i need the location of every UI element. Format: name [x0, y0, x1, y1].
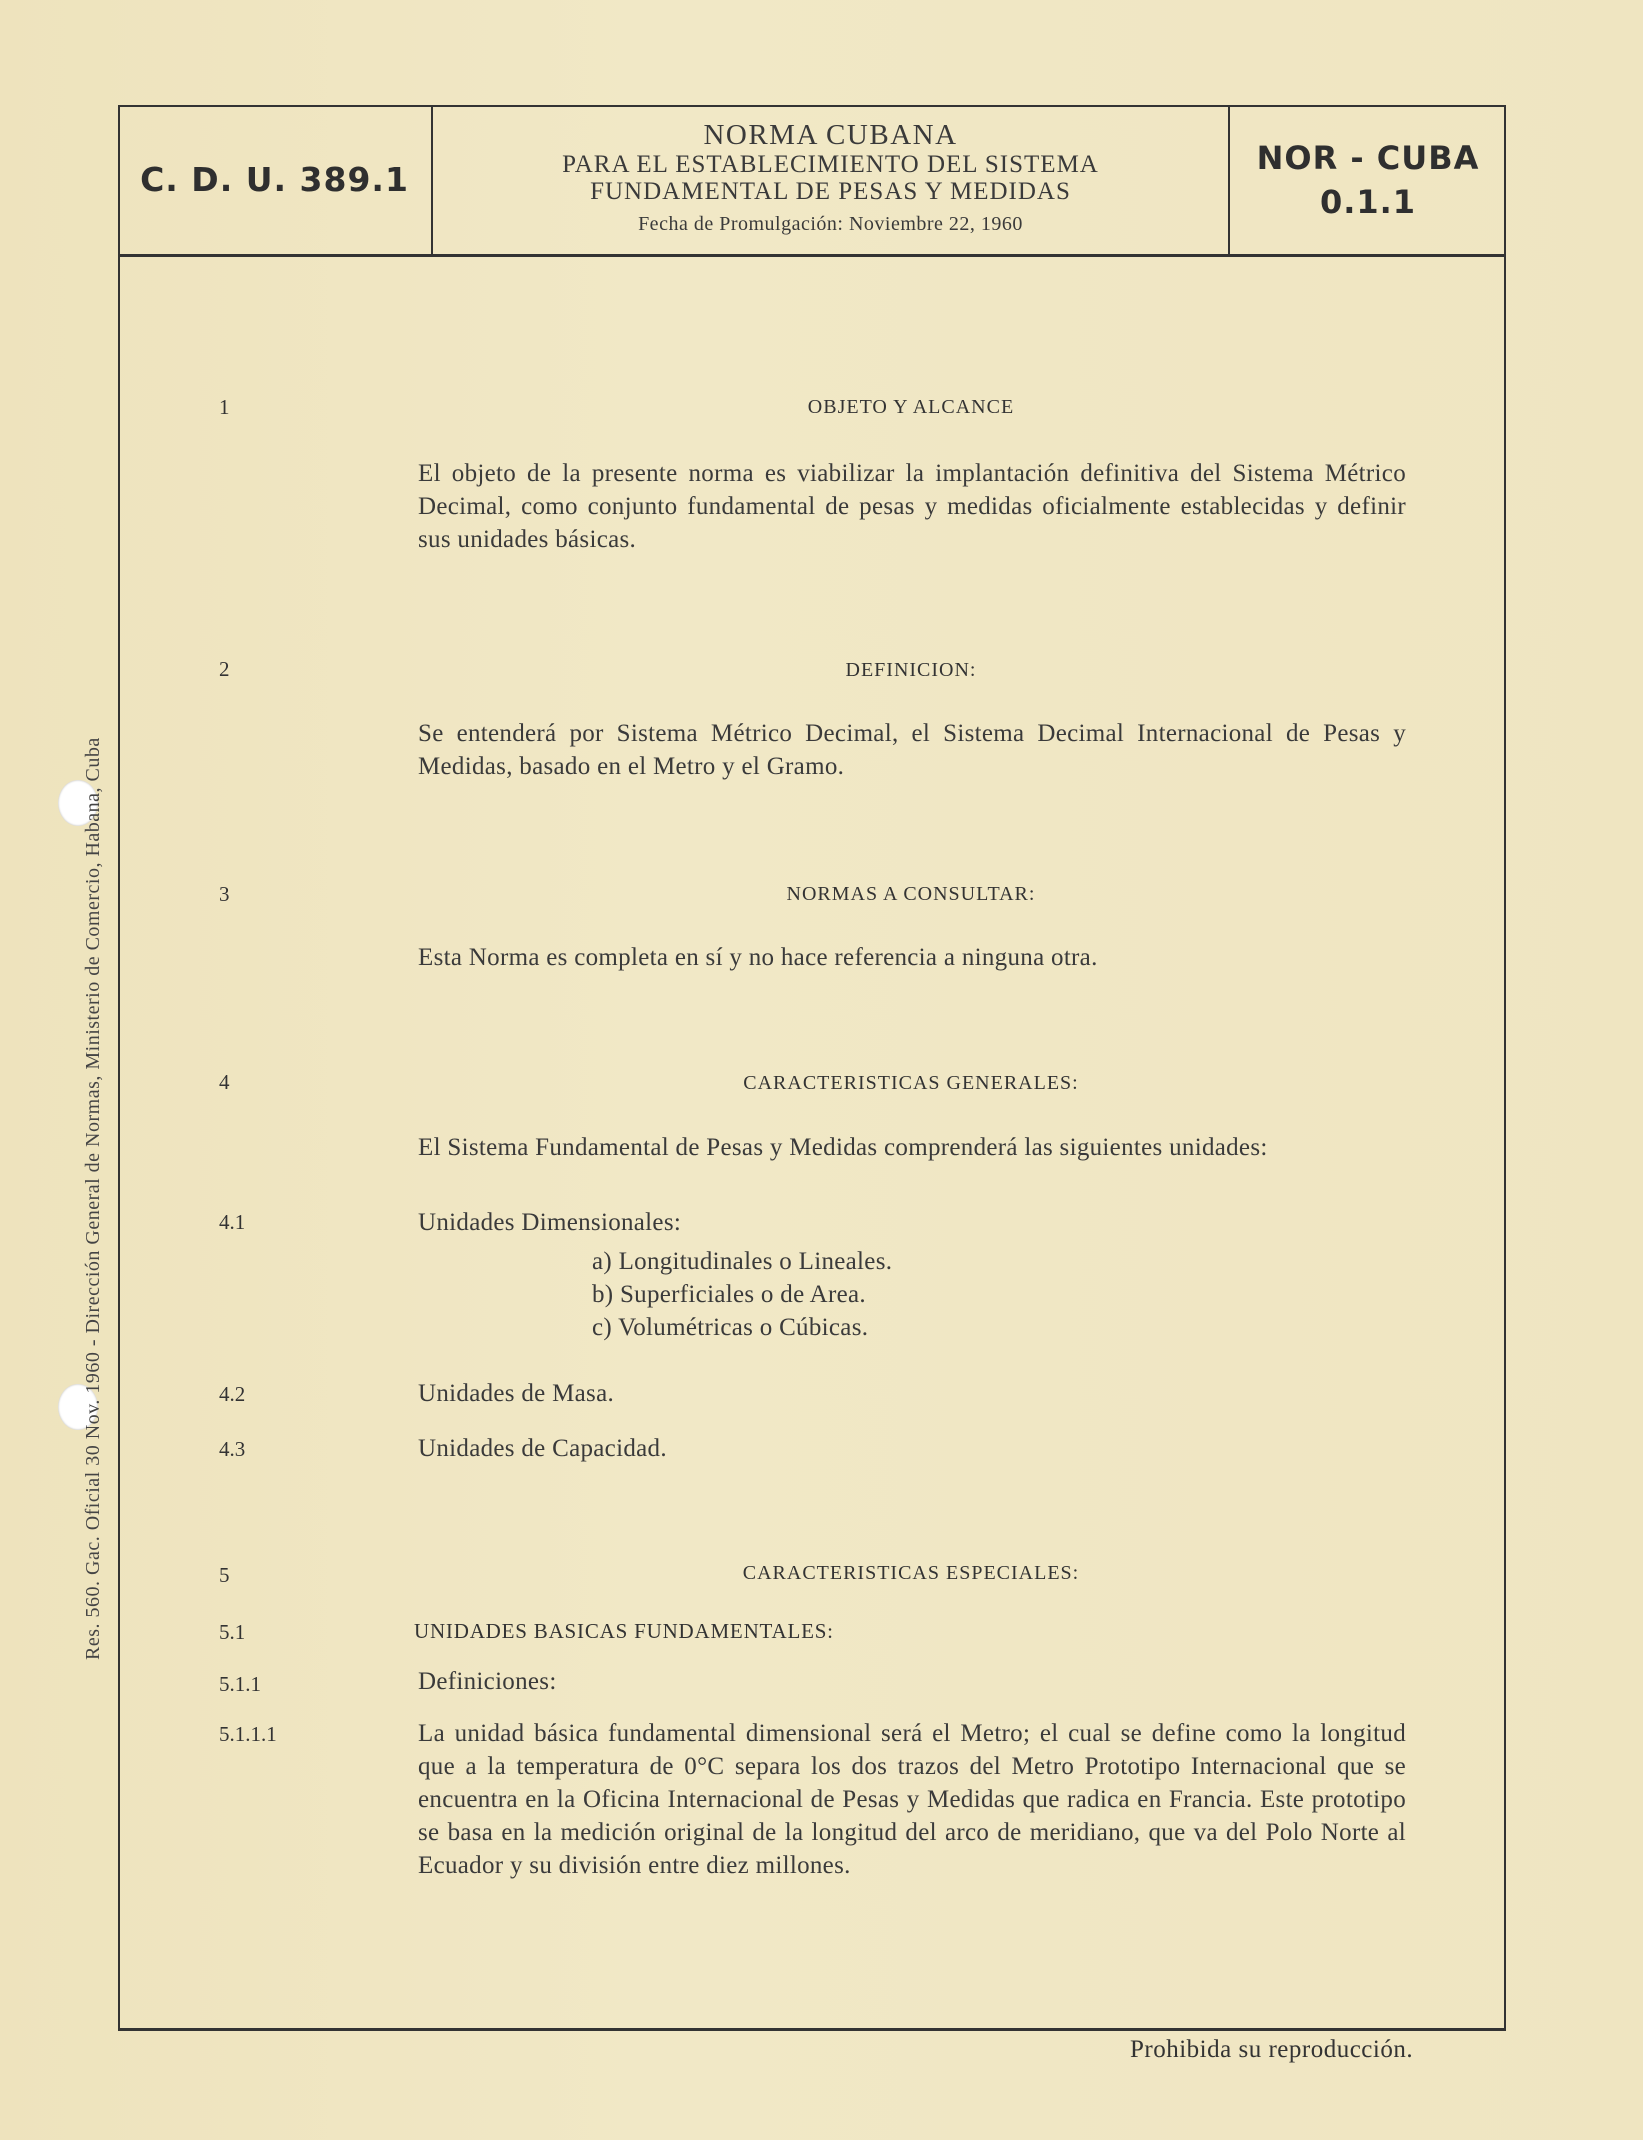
list-item: c) Volumétricas o Cúbicas. [592, 1314, 869, 1341]
header-title: NORMA CUBANA [703, 119, 958, 151]
subsection-number: 5.1 [219, 1620, 246, 1644]
section-paragraph: La unidad básica fundamental dimensional será el Metro; el cual se define como la longitud que a la temperatura de 0°C separa los dos trazos del Metro Prototipo Internacional que se encuentra en la Oficina Internacional de Pesas y Medidas que radica en Francia. Este prototipo se basa en la medición original de la longitud del arco de meridiano, que va del Polo Norte al Ecuador y su división entre diez millones. [418, 1720, 1406, 1879]
section-paragraph: El Sistema Fundamental de Pesas y Medidas comprenderá las siguientes unidades: [418, 1134, 1268, 1161]
section-heading: OBJETO Y ALCANCE [807, 396, 1015, 418]
header-subtitle-2: FUNDAMENTAL DE PESAS Y MEDIDAS [590, 178, 1071, 205]
cdu-code: C. D. U. 389.1 [118, 105, 433, 254]
side-publication-note: Res. 560. Gac. Oficial 30 Nov. 1960 - Dirección General de Normas, Ministerio de Comercio, Habana, Cuba [82, 737, 104, 1660]
list-item: a) Longitudinales o Lineales. [592, 1248, 893, 1275]
header-subtitle-1: PARA EL ESTABLECIMIENTO DEL SISTEMA [562, 151, 1099, 178]
subsection-number: 4.1 [219, 1210, 246, 1234]
subsection-number: 4.2 [219, 1382, 246, 1406]
subsection-text: Definiciones: [418, 1668, 557, 1695]
section-number: 3 [219, 882, 230, 906]
subsection-number: 5.1.1 [219, 1672, 261, 1696]
section-heading: NORMAS A CONSULTAR: [786, 883, 1036, 905]
subsection-text: Unidades de Capacidad. [418, 1435, 667, 1462]
promulgation-date: Fecha de Promulgación: Noviembre 22, 1960 [638, 213, 1023, 235]
norm-code-block [1230, 105, 1506, 254]
document-header [118, 105, 1506, 257]
footer-notice: Prohibida su reproducción. [1130, 2036, 1414, 2063]
header-title-block [433, 105, 1230, 254]
subsection-number: 5.1.1.1 [219, 1722, 277, 1746]
section-paragraph: Se entenderá por Sistema Métrico Decimal, el Sistema Decimal Internacional de Pesas y Medidas, basado en el Metro y el Gramo. [418, 720, 1406, 780]
section-number: 2 [219, 657, 230, 681]
subsection-text: Unidades de Masa. [418, 1380, 615, 1407]
section-paragraph: Esta Norma es completa en sí y no hace referencia a ninguna otra. [418, 944, 1098, 971]
section-heading: DEFINICION: [845, 659, 977, 681]
list-item: b) Superficiales o de Area. [592, 1281, 866, 1308]
norm-code: NOR - CUBA [1256, 138, 1480, 177]
section-heading: CARACTERISTICAS ESPECIALES: [742, 1562, 1080, 1584]
section-number: 4 [219, 1070, 230, 1094]
subsection-heading: UNIDADES BASICAS FUNDAMENTALES: [414, 1619, 834, 1643]
section-heading: CARACTERISTICAS GENERALES: [743, 1072, 1079, 1094]
section-number: 5 [219, 1563, 230, 1587]
bottom-rule [118, 2028, 1506, 2031]
section-paragraph: El objeto de la presente norma es viabilizar la implantación definitiva del Sistema Métrico Decimal, como conjunto fundamental de pesas y medidas oficialmente establecidas y definir sus unidades básicas. [418, 460, 1406, 553]
norm-number: 0.1.1 [1319, 182, 1417, 221]
section-number: 1 [219, 395, 230, 419]
subsection-number: 4.3 [219, 1437, 246, 1461]
subsection-text: Unidades Dimensionales: [418, 1209, 682, 1236]
